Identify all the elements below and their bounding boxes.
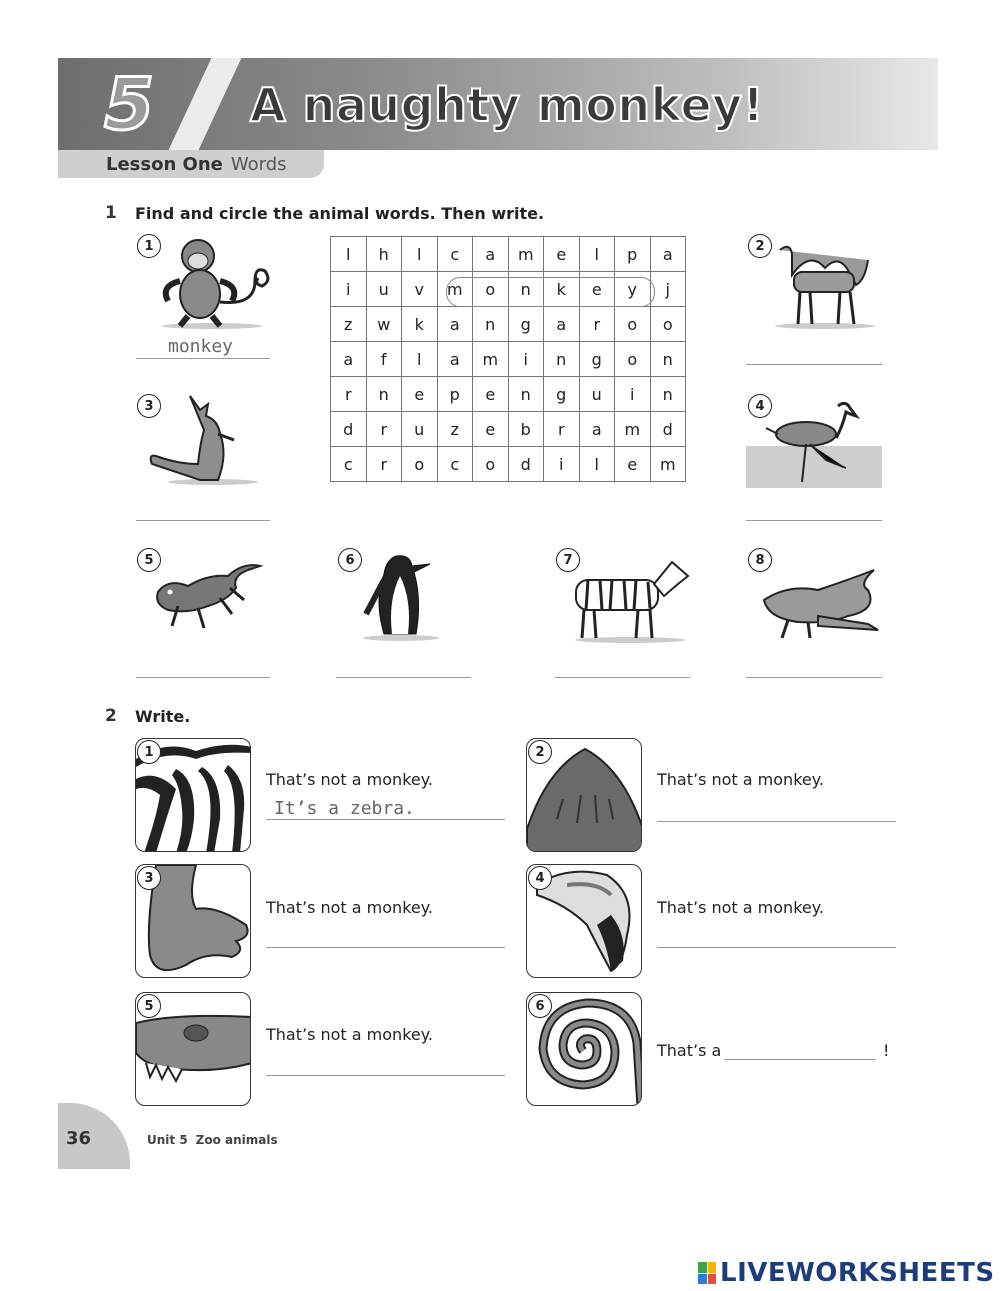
grid-row [331,342,686,377]
word-search-grid [330,236,686,482]
item-2-answer-line[interactable] [746,364,882,365]
grid-cell[interactable]: n [650,377,686,412]
grid-cell[interactable]: l [402,342,438,377]
grid-cell[interactable]: a [544,307,580,342]
grid-cell[interactable]: l [579,447,615,482]
item-6-badge: 6 [338,548,362,572]
exercise-1-number: 1 [105,203,117,223]
grid-cell[interactable]: o [615,342,651,377]
grid-cell[interactable]: r [366,412,402,447]
item-3-badge: 3 [137,394,161,418]
liveworksheets-logo-icon [698,1262,716,1284]
grid-cell[interactable]: n [508,272,544,307]
penguin-picture [356,550,446,642]
footer-unit: Unit 5 Zoo animals [147,1133,278,1147]
grid-cell[interactable]: p [615,237,651,272]
grid-row [331,377,686,412]
grid-cell[interactable]: e [473,377,509,412]
grid-cell[interactable]: m [437,272,473,307]
grid-cell[interactable]: p [437,377,473,412]
grid-cell[interactable]: g [544,377,580,412]
liveworksheets-brand[interactable]: LIVEWORKSHEETS [720,1258,995,1288]
grid-cell[interactable]: e [615,447,651,482]
grid-cell[interactable]: n [366,377,402,412]
closeup-2-answer-line[interactable] [657,821,896,822]
grid-cell[interactable]: a [437,307,473,342]
item-1-answer-line[interactable] [136,358,270,359]
grid-row [331,412,686,447]
grid-cell[interactable]: b [508,412,544,447]
exercise-2-instruction: Write. [135,707,191,726]
grid-cell[interactable]: k [544,272,580,307]
grid-cell[interactable]: n [650,342,686,377]
grid-cell[interactable]: a [473,237,509,272]
item-6-answer-line[interactable] [336,677,471,678]
grid-cell[interactable]: c [331,447,367,482]
grid-cell[interactable]: a [437,342,473,377]
grid-cell[interactable]: m [508,237,544,272]
closeup-1-sentence: That’s not a monkey. [266,770,434,789]
item-1-badge: 1 [137,234,161,258]
item-8-answer-line[interactable] [746,677,882,678]
item-7-badge: 7 [556,548,580,572]
item-4-answer-line[interactable] [746,520,882,521]
grid-cell[interactable]: n [473,307,509,342]
grid-cell[interactable]: z [437,412,473,447]
grid-cell[interactable]: r [366,447,402,482]
closeup-1-answer: It’s a zebra. [274,798,415,819]
grid-cell[interactable]: i [615,377,651,412]
grid-cell[interactable]: i [508,342,544,377]
unit-title: A naughty monkey! [250,78,765,132]
kangaroo-picture [148,394,258,486]
page-number: 36 [66,1128,92,1149]
grid-cell[interactable]: a [331,342,367,377]
grid-cell[interactable]: a [650,237,686,272]
monkey-picture [150,236,275,331]
grid-cell[interactable]: f [366,342,402,377]
closeup-6-badge: 6 [528,994,552,1018]
grid-cell[interactable]: o [473,447,509,482]
grid-cell[interactable]: r [544,412,580,447]
grid-cell[interactable]: l [402,237,438,272]
grid-cell[interactable]: o [473,272,509,307]
monkey-circle-highlight [446,277,655,307]
item-5-answer-line[interactable] [136,677,270,678]
grid-cell[interactable]: w [366,307,402,342]
item-2-badge: 2 [748,234,772,258]
grid-cell[interactable]: y [615,272,651,307]
closeup-1-badge: 1 [137,740,161,764]
lesson-title: Lesson One Words [106,154,287,175]
zebra-picture [568,556,692,644]
closeup-6-sentence: That’s a [657,1041,722,1060]
grid-cell[interactable]: h [366,237,402,272]
closeup-4-sentence: That’s not a monkey. [657,898,825,917]
grid-cell[interactable]: m [473,342,509,377]
grid-cell[interactable]: k [402,307,438,342]
grid-cell[interactable]: v [402,272,438,307]
item-3-answer-line[interactable] [136,520,270,521]
grid-cell[interactable]: o [650,307,686,342]
grid-cell[interactable]: o [402,447,438,482]
grid-cell[interactable]: z [331,307,367,342]
closeup-3-answer-line[interactable] [266,947,505,948]
lizard-picture [148,548,268,638]
grid-cell[interactable]: m [615,412,651,447]
closeup-3-sentence: That’s not a monkey. [266,898,434,917]
grid-cell[interactable]: c [437,447,473,482]
closeup-3-badge: 3 [137,866,161,890]
camel-picture [770,240,880,330]
grid-cell[interactable]: d [331,412,367,447]
grid-cell[interactable]: e [579,272,615,307]
grid-cell[interactable]: u [366,272,402,307]
item-4-badge: 4 [748,394,772,418]
grid-cell[interactable]: g [579,342,615,377]
grid-cell[interactable]: e [544,237,580,272]
grid-row [331,447,686,482]
grid-cell[interactable]: o [615,307,651,342]
grid-cell[interactable]: u [402,412,438,447]
grid-cell[interactable]: u [579,377,615,412]
closeup-4-badge: 4 [528,866,552,890]
grid-cell[interactable]: c [437,237,473,272]
closeup-2-sentence: That’s not a monkey. [657,770,825,789]
item-7-answer-line[interactable] [555,677,690,678]
grid-cell[interactable]: i [544,447,580,482]
closeup-5-sentence: That’s not a monkey. [266,1025,434,1044]
closeup-1-answer-line[interactable] [266,819,505,820]
grid-cell[interactable]: r [579,307,615,342]
unit-number: 5 [104,62,155,146]
grid-cell[interactable]: d [508,447,544,482]
closeup-5-badge: 5 [137,994,161,1018]
grid-cell[interactable]: l [331,237,367,272]
grid-cell[interactable]: i [331,272,367,307]
grid-cell[interactable]: n [544,342,580,377]
grid-cell[interactable]: j [650,272,686,307]
item-1-answer: monkey [168,336,234,357]
closeup-5-answer-line[interactable] [266,1075,505,1076]
grid-cell[interactable]: m [650,447,686,482]
closeup-4-answer-line[interactable] [657,947,896,948]
exercise-2-number: 2 [105,706,117,726]
grid-cell[interactable]: d [650,412,686,447]
grid-row [331,237,686,272]
grid-cell[interactable]: e [473,412,509,447]
grid-cell[interactable]: l [579,237,615,272]
exercise-1-instruction: Find and circle the animal words. Then write. [135,204,545,223]
closeup-6-answer-line[interactable] [724,1059,876,1060]
flamingo-picture [746,398,882,488]
grid-cell[interactable]: e [402,377,438,412]
grid-cell[interactable]: n [508,377,544,412]
crocodile-picture [758,560,882,642]
closeup-6-exclamation: ! [883,1041,890,1060]
grid-cell[interactable]: a [579,412,615,447]
grid-cell[interactable]: g [508,307,544,342]
item-8-badge: 8 [748,548,772,572]
item-5-badge: 5 [137,548,161,572]
grid-cell[interactable]: r [331,377,367,412]
grid-row [331,307,686,342]
closeup-2-badge: 2 [528,740,552,764]
